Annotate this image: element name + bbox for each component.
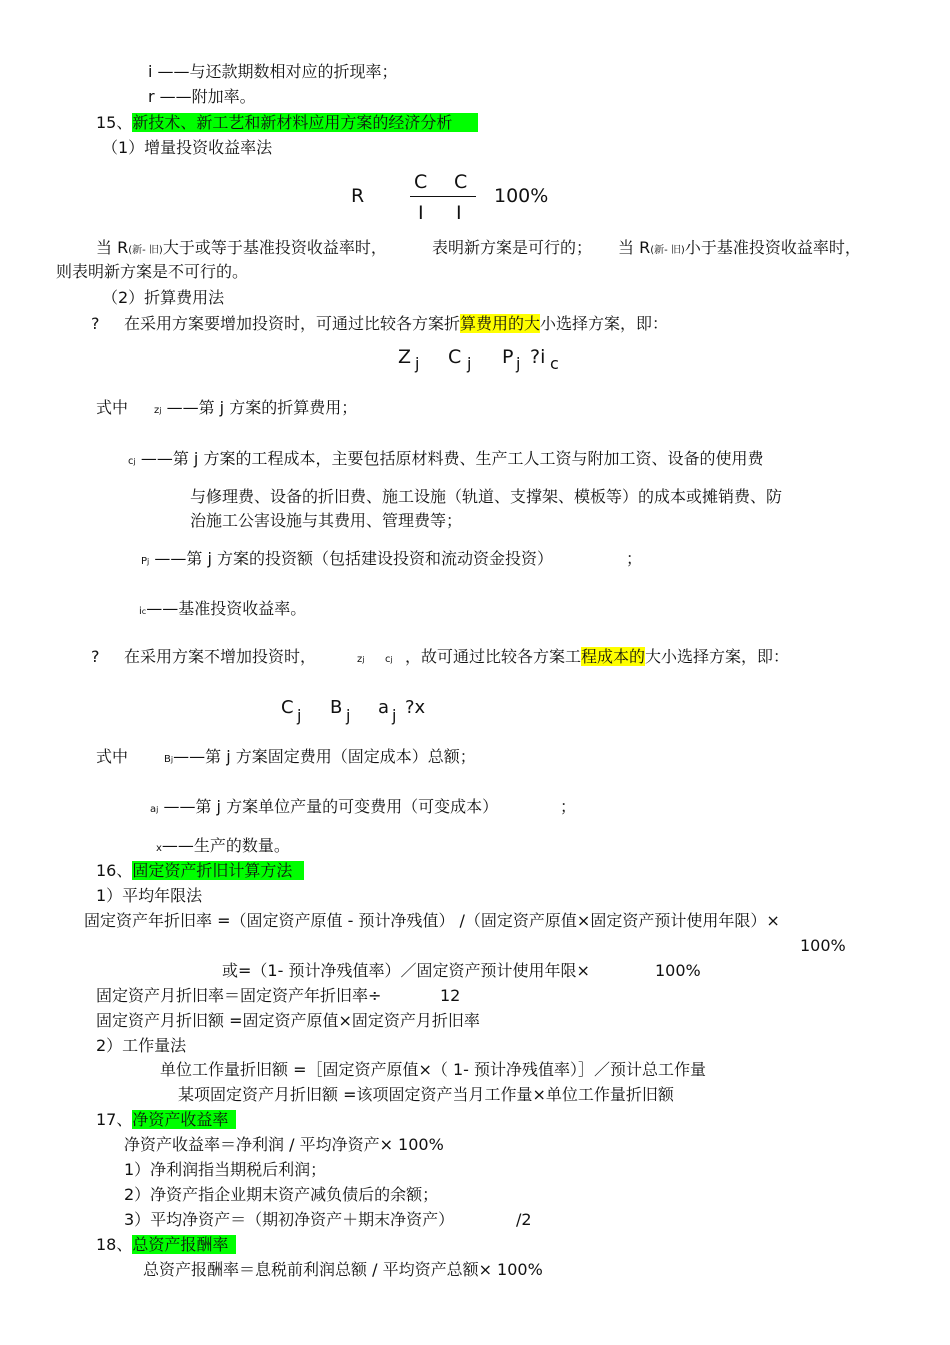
section-18-number: 18、 (96, 1235, 133, 1254)
def-ic (139, 599, 306, 619)
formula-tail: ?x (405, 697, 426, 718)
formula-c-sub: j (467, 354, 472, 373)
s16-line-1-tail: 100% (800, 936, 846, 955)
symbol: i (139, 606, 142, 617)
formula-c-sub: j (297, 706, 302, 725)
s17-line-3: 2）净资产指企业期末资产减负债后的余额； (124, 1185, 439, 1204)
formula-a: a (378, 697, 390, 718)
section-18-title: 总资产报酬率 (132, 1235, 236, 1254)
formula-i-new: I (418, 202, 424, 224)
s17-line-4: 3）平均净资产＝（期初净资产＋期末净资产） (124, 1210, 455, 1229)
formula-c: C (448, 346, 462, 368)
where-label-2: 式中 (96, 747, 129, 766)
symbol: x (156, 843, 162, 854)
subscript: j (159, 406, 162, 415)
text-run: ——第 j 方案单位产量的可变费用（可变成本） (163, 797, 499, 816)
formula-tail: ?i (530, 346, 546, 368)
text-run: ——第 j 方案的投资额（包括建设投资和流动资金投资） (154, 549, 553, 568)
formula-c-new: C (414, 171, 428, 193)
text-run: ——第 j 方案固定费用（固定成本）总额； (173, 747, 476, 766)
text-run: 当 R (96, 238, 129, 257)
formula-z: Z (398, 346, 412, 368)
section-17-title: 净资产收益率 (132, 1110, 236, 1129)
def-p (141, 549, 553, 569)
formula-a-sub: j (392, 706, 397, 725)
section-15-number: 15、 (96, 113, 133, 132)
subscript: j (156, 805, 159, 814)
highlighted-text: 程成本的 (581, 647, 646, 666)
text-run: ——第 j 方案的工程成本，主要包括原材料费、生产工人工资与附加工资、设备的使用费 (140, 449, 764, 468)
formula-tail-sub: c (550, 354, 559, 373)
text-run: 小于基准投资收益率时， (684, 238, 861, 257)
def-a (150, 797, 498, 817)
def-r-line: r ——附加率。 (148, 87, 256, 106)
section-15-title: 新技术、新工艺和新材料应用方案的经济分析 (132, 113, 478, 132)
s16-line-5: 单位工作量折旧额 =［固定资产原值×（ 1- 预计净残值率）］／预计总工作量 (160, 1060, 707, 1079)
text-run: 大于或等于基准投资收益率时， (162, 238, 387, 257)
formula-z-sub: j (415, 354, 420, 373)
symbol: z (357, 654, 363, 665)
def-c-cont-1: 与修理费、设备的折旧费、施工设施（轨道、支撑架、模板等）的成本或摊销费、防 (190, 487, 783, 506)
symbol: B (164, 754, 171, 765)
section-17-heading (96, 1110, 236, 1130)
symbol: P (141, 556, 148, 567)
s16-line-6: 某项固定资产月折旧额 =该项固定资产当月工作量×单位工作量折旧额 (178, 1085, 674, 1104)
highlighted-text: 算费用的大 (460, 314, 541, 333)
text-run: ——第 j 方案的折算费用； (166, 398, 358, 417)
s16-method-1: 1）平均年限法 (96, 886, 203, 905)
formula-fraction-bar (410, 196, 476, 197)
def-i-line: i ——与还款期数相对应的折现率； (148, 62, 398, 81)
s16-line-2-tail: 100% (655, 961, 701, 980)
paragraph-line-1c (618, 238, 861, 258)
subscript: j (390, 655, 393, 664)
s16-method-2: 2）工作量法 (96, 1036, 187, 1055)
bullet-1-mark: ? (91, 314, 100, 333)
section-16-number: 16、 (96, 861, 133, 880)
symbol: c (385, 654, 391, 665)
subscript: c (141, 607, 147, 616)
subscript: j (147, 557, 150, 566)
def-c (128, 449, 763, 469)
symbol: a (150, 804, 157, 815)
formula-percent: 100% (494, 185, 549, 207)
text-run: ，故可通过比较各方案工 (405, 647, 582, 666)
text-run: 在采用方案要增加投资时，可通过比较各方案折 (124, 314, 461, 333)
def-c-cont-2: 治施工公害设施与其费用、管理费等； (190, 511, 463, 530)
formula-c: C (281, 697, 294, 718)
s16-line-3-tail: 12 (440, 986, 461, 1005)
method-1-heading: （1）增量投资收益率法 (102, 138, 273, 157)
def-a-semicolon: ； (560, 797, 577, 816)
text-run: 当 R (618, 238, 651, 257)
bullet-2-mark: ? (91, 647, 100, 666)
bullet-2-text-a: 在采用方案不增加投资时， (124, 647, 317, 666)
subscript: j (362, 655, 365, 664)
section-18-heading (96, 1235, 236, 1255)
def-b (164, 747, 476, 767)
s17-line-4-tail: /2 (516, 1210, 532, 1229)
symbol: c (128, 456, 134, 467)
s17-line-1: 净资产收益率＝净利润 / 平均净资产× 100% (124, 1135, 444, 1154)
text-run: 小选择方案，即： (540, 314, 669, 333)
bullet-1-text (124, 314, 668, 334)
formula-c-old: C (454, 171, 468, 193)
subscript: j (133, 457, 136, 466)
symbol: z (154, 405, 160, 416)
paragraph-line-1a (96, 238, 387, 258)
formula-p-sub: j (516, 354, 521, 373)
where-label-1: 式中 (96, 398, 129, 417)
text-run: 大小选择方案，即： (645, 647, 790, 666)
def-p-semicolon: ； (626, 549, 643, 568)
formula-b: B (330, 697, 343, 718)
bullet-2-text-b (405, 647, 789, 667)
bullet-2-z (357, 647, 364, 667)
s17-line-2: 1）净利润指当期税后利润； (124, 1160, 327, 1179)
section-16-title: 固定资产折旧计算方法 (132, 861, 304, 880)
formula-p: P (502, 346, 514, 368)
subscript: j (170, 755, 174, 764)
subscript: (新- 旧) (128, 245, 163, 256)
subscript: (新- 旧) (650, 245, 685, 256)
s18-line-1: 总资产报酬率＝息税前利润总额 / 平均资产总额× 100% (143, 1260, 543, 1279)
formula-r-symbol: R (351, 185, 365, 207)
paragraph-line-2: 则表明新方案是不可行的。 (56, 262, 249, 281)
formula-b-sub: j (346, 706, 351, 725)
s16-line-1: 固定资产年折旧率 =（固定资产原值 - 预计净残值） /（固定资产原值×固定资产预计使用年限）× (84, 911, 780, 930)
s16-line-2: 或=（1- 预计净残值率）／固定资产预计使用年限× (222, 961, 590, 980)
section-15-heading (96, 113, 478, 133)
section-16-heading (96, 861, 304, 881)
bullet-2-c (385, 647, 393, 667)
def-z (154, 398, 357, 418)
text-run: ——基准投资收益率。 (146, 599, 307, 618)
s16-line-3: 固定资产月折旧率＝固定资产年折旧率÷ (96, 986, 382, 1005)
text-run: ——生产的数量。 (161, 836, 290, 855)
paragraph-line-1b: 表明新方案是可行的； (432, 238, 593, 257)
formula-i-old: I (456, 202, 462, 224)
section-17-number: 17、 (96, 1110, 133, 1129)
def-x (156, 836, 290, 856)
s16-line-4: 固定资产月折旧额 =固定资产原值×固定资产月折旧率 (96, 1011, 480, 1030)
method-2-heading: （2）折算费用法 (102, 288, 225, 307)
